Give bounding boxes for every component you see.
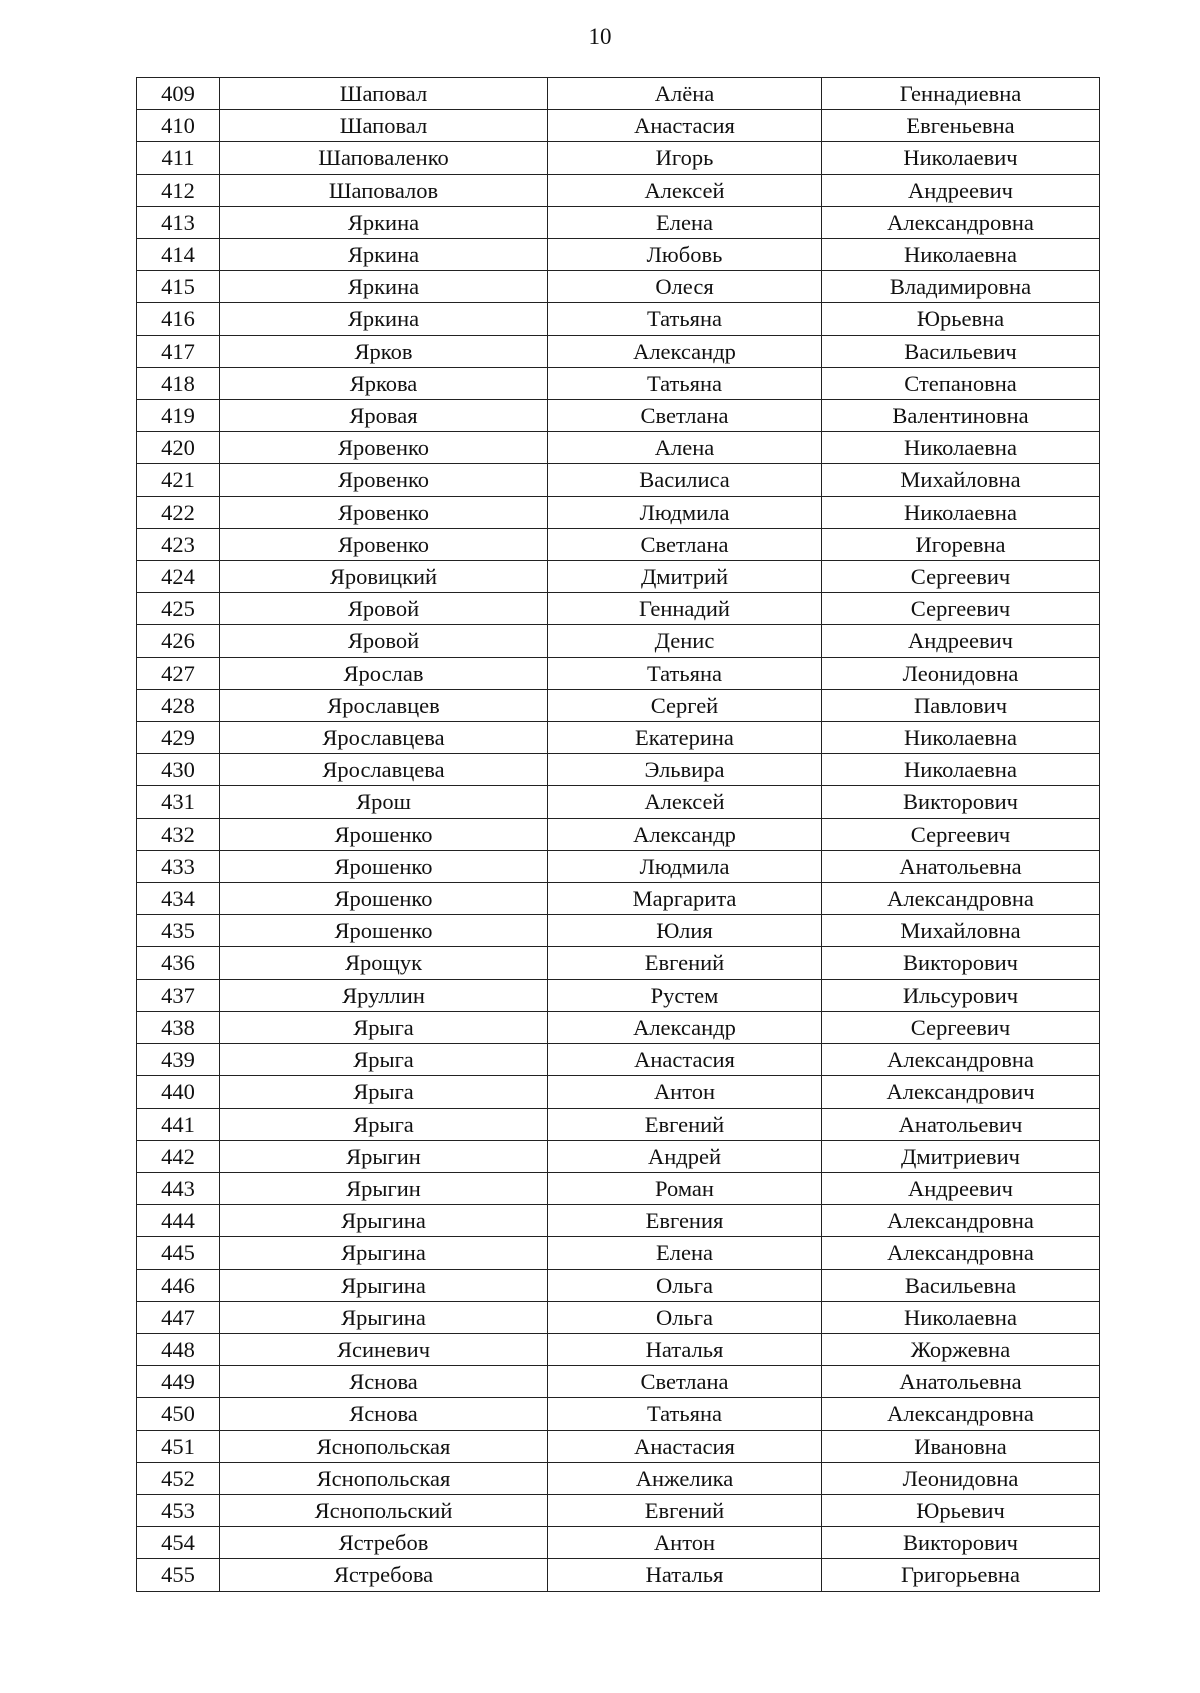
- table-row: [137, 979, 1100, 1011]
- row-number: 448: [137, 1333, 220, 1365]
- table-row: [137, 1205, 1100, 1237]
- patronymic-cell: Николаевна: [822, 754, 1100, 786]
- patronymic-cell: Александровна: [822, 1205, 1100, 1237]
- table-row: [137, 174, 1100, 206]
- first-name-cell: Алексей: [548, 174, 822, 206]
- first-name-cell: Антон: [548, 1527, 822, 1559]
- patronymic-cell: Сергеевич: [822, 818, 1100, 850]
- patronymic-cell: Степановна: [822, 367, 1100, 399]
- patronymic-cell: Сергеевич: [822, 1011, 1100, 1043]
- row-number: 416: [137, 303, 220, 335]
- last-name-cell: Ясиневич: [220, 1333, 548, 1365]
- last-name-cell: Ярощук: [220, 947, 548, 979]
- last-name-cell: Ярыгина: [220, 1269, 548, 1301]
- last-name-cell: Ярошенко: [220, 883, 548, 915]
- table-row: [137, 78, 1100, 110]
- table-row: [137, 1559, 1100, 1591]
- first-name-cell: Евгений: [548, 947, 822, 979]
- first-name-cell: Александр: [548, 1011, 822, 1043]
- row-number: 443: [137, 1172, 220, 1204]
- patronymic-cell: Евгеньевна: [822, 110, 1100, 142]
- last-name-cell: Ярошенко: [220, 850, 548, 882]
- patronymic-cell: Анатольевна: [822, 1366, 1100, 1398]
- first-name-cell: Дмитрий: [548, 561, 822, 593]
- last-name-cell: Ярыгина: [220, 1237, 548, 1269]
- table-row: [137, 883, 1100, 915]
- table-row: [137, 1301, 1100, 1333]
- row-number: 426: [137, 625, 220, 657]
- last-name-cell: Яркина: [220, 239, 548, 271]
- row-number: 452: [137, 1462, 220, 1494]
- last-name-cell: Ярыгин: [220, 1172, 548, 1204]
- row-number: 418: [137, 367, 220, 399]
- patronymic-cell: Александрович: [822, 1076, 1100, 1108]
- row-number: 434: [137, 883, 220, 915]
- patronymic-cell: Андреевич: [822, 625, 1100, 657]
- first-name-cell: Олеся: [548, 271, 822, 303]
- patronymic-cell: Анатольевна: [822, 850, 1100, 882]
- patronymic-cell: Николаевич: [822, 142, 1100, 174]
- patronymic-cell: Викторович: [822, 1527, 1100, 1559]
- first-name-cell: Алёна: [548, 78, 822, 110]
- table-row: [137, 1172, 1100, 1204]
- patronymic-cell: Павлович: [822, 689, 1100, 721]
- patronymic-cell: Анатольевич: [822, 1108, 1100, 1140]
- row-number: 421: [137, 464, 220, 496]
- row-number: 420: [137, 432, 220, 464]
- row-number: 424: [137, 561, 220, 593]
- roster-body: [137, 78, 1100, 1592]
- patronymic-cell: Андреевич: [822, 1172, 1100, 1204]
- table-row: [137, 1076, 1100, 1108]
- table-row: [137, 722, 1100, 754]
- patronymic-cell: Васильевич: [822, 335, 1100, 367]
- patronymic-cell: Юрьевич: [822, 1494, 1100, 1526]
- table-row: [137, 528, 1100, 560]
- last-name-cell: Ярошенко: [220, 915, 548, 947]
- patronymic-cell: Ильсурович: [822, 979, 1100, 1011]
- first-name-cell: Людмила: [548, 850, 822, 882]
- table-row: [137, 110, 1100, 142]
- row-number: 414: [137, 239, 220, 271]
- row-number: 433: [137, 850, 220, 882]
- table-row: [137, 239, 1100, 271]
- patronymic-cell: Николаевна: [822, 239, 1100, 271]
- first-name-cell: Андрей: [548, 1140, 822, 1172]
- patronymic-cell: Ивановна: [822, 1430, 1100, 1462]
- last-name-cell: Яснова: [220, 1366, 548, 1398]
- last-name-cell: Шаповаленко: [220, 142, 548, 174]
- first-name-cell: Татьяна: [548, 657, 822, 689]
- row-number: 423: [137, 528, 220, 560]
- table-row: [137, 1108, 1100, 1140]
- first-name-cell: Александр: [548, 335, 822, 367]
- patronymic-cell: Николаевна: [822, 432, 1100, 464]
- first-name-cell: Любовь: [548, 239, 822, 271]
- table-row: [137, 818, 1100, 850]
- last-name-cell: Ярошенко: [220, 818, 548, 850]
- row-number: 441: [137, 1108, 220, 1140]
- first-name-cell: Денис: [548, 625, 822, 657]
- patronymic-cell: Григорьевна: [822, 1559, 1100, 1591]
- patronymic-cell: Михайловна: [822, 464, 1100, 496]
- first-name-cell: Светлана: [548, 400, 822, 432]
- last-name-cell: Ярыгин: [220, 1140, 548, 1172]
- row-number: 453: [137, 1494, 220, 1526]
- table-row: [137, 1398, 1100, 1430]
- last-name-cell: Яснопольская: [220, 1462, 548, 1494]
- patronymic-cell: Михайловна: [822, 915, 1100, 947]
- first-name-cell: Елена: [548, 206, 822, 238]
- table-row: [137, 367, 1100, 399]
- row-number: 450: [137, 1398, 220, 1430]
- first-name-cell: Геннадий: [548, 593, 822, 625]
- last-name-cell: Ярослав: [220, 657, 548, 689]
- table-row: [137, 850, 1100, 882]
- table-row: [137, 1237, 1100, 1269]
- last-name-cell: Яркина: [220, 303, 548, 335]
- table-row: [137, 206, 1100, 238]
- last-name-cell: Ярыгина: [220, 1205, 548, 1237]
- last-name-cell: Шаповалов: [220, 174, 548, 206]
- patronymic-cell: Александровна: [822, 883, 1100, 915]
- table-row: [137, 335, 1100, 367]
- first-name-cell: Евгения: [548, 1205, 822, 1237]
- patronymic-cell: Александровна: [822, 1398, 1100, 1430]
- last-name-cell: Яровенко: [220, 464, 548, 496]
- patronymic-cell: Владимировна: [822, 271, 1100, 303]
- row-number: 410: [137, 110, 220, 142]
- first-name-cell: Елена: [548, 1237, 822, 1269]
- first-name-cell: Анастасия: [548, 110, 822, 142]
- first-name-cell: Евгений: [548, 1108, 822, 1140]
- last-name-cell: Ярош: [220, 786, 548, 818]
- last-name-cell: Ярыга: [220, 1044, 548, 1076]
- patronymic-cell: Сергеевич: [822, 593, 1100, 625]
- patronymic-cell: Сергеевич: [822, 561, 1100, 593]
- table-row: [137, 947, 1100, 979]
- table-row: [137, 1140, 1100, 1172]
- first-name-cell: Антон: [548, 1076, 822, 1108]
- patronymic-cell: Валентиновна: [822, 400, 1100, 432]
- first-name-cell: Анжелика: [548, 1462, 822, 1494]
- first-name-cell: Маргарита: [548, 883, 822, 915]
- row-number: 428: [137, 689, 220, 721]
- patronymic-cell: Жоржевна: [822, 1333, 1100, 1365]
- row-number: 447: [137, 1301, 220, 1333]
- first-name-cell: Светлана: [548, 528, 822, 560]
- patronymic-cell: Юрьевна: [822, 303, 1100, 335]
- row-number: 439: [137, 1044, 220, 1076]
- row-number: 446: [137, 1269, 220, 1301]
- row-number: 429: [137, 722, 220, 754]
- last-name-cell: Яркова: [220, 367, 548, 399]
- table-row: [137, 754, 1100, 786]
- table-row: [137, 1011, 1100, 1043]
- first-name-cell: Рустем: [548, 979, 822, 1011]
- patronymic-cell: Леонидовна: [822, 1462, 1100, 1494]
- last-name-cell: Ястребов: [220, 1527, 548, 1559]
- first-name-cell: Татьяна: [548, 1398, 822, 1430]
- first-name-cell: Светлана: [548, 1366, 822, 1398]
- last-name-cell: Яснопольский: [220, 1494, 548, 1526]
- last-name-cell: Ярыга: [220, 1011, 548, 1043]
- first-name-cell: Екатерина: [548, 722, 822, 754]
- table-row: [137, 625, 1100, 657]
- row-number: 427: [137, 657, 220, 689]
- table-row: [137, 1366, 1100, 1398]
- row-number: 409: [137, 78, 220, 110]
- row-number: 440: [137, 1076, 220, 1108]
- table-row: [137, 271, 1100, 303]
- patronymic-cell: Андреевич: [822, 174, 1100, 206]
- patronymic-cell: Викторович: [822, 947, 1100, 979]
- last-name-cell: Яснопольская: [220, 1430, 548, 1462]
- last-name-cell: Ярославцева: [220, 722, 548, 754]
- row-number: 438: [137, 1011, 220, 1043]
- patronymic-cell: Александровна: [822, 1044, 1100, 1076]
- last-name-cell: Ястребова: [220, 1559, 548, 1591]
- last-name-cell: Яровенко: [220, 496, 548, 528]
- first-name-cell: Эльвира: [548, 754, 822, 786]
- table-row: [137, 432, 1100, 464]
- patronymic-cell: Васильевна: [822, 1269, 1100, 1301]
- patronymic-cell: Дмитриевич: [822, 1140, 1100, 1172]
- table-row: [137, 400, 1100, 432]
- last-name-cell: Яруллин: [220, 979, 548, 1011]
- first-name-cell: Наталья: [548, 1333, 822, 1365]
- first-name-cell: Александр: [548, 818, 822, 850]
- first-name-cell: Юлия: [548, 915, 822, 947]
- first-name-cell: Алексей: [548, 786, 822, 818]
- first-name-cell: Наталья: [548, 1559, 822, 1591]
- last-name-cell: Яркина: [220, 206, 548, 238]
- row-number: 431: [137, 786, 220, 818]
- last-name-cell: Ярыгина: [220, 1301, 548, 1333]
- row-number: 451: [137, 1430, 220, 1462]
- table-row: [137, 1494, 1100, 1526]
- table-row: [137, 464, 1100, 496]
- row-number: 425: [137, 593, 220, 625]
- row-number: 454: [137, 1527, 220, 1559]
- row-number: 449: [137, 1366, 220, 1398]
- last-name-cell: Яровицкий: [220, 561, 548, 593]
- first-name-cell: Сергей: [548, 689, 822, 721]
- table-row: [137, 1333, 1100, 1365]
- row-number: 455: [137, 1559, 220, 1591]
- first-name-cell: Ольга: [548, 1301, 822, 1333]
- first-name-cell: Василиса: [548, 464, 822, 496]
- last-name-cell: Шаповал: [220, 110, 548, 142]
- patronymic-cell: Геннадиевна: [822, 78, 1100, 110]
- first-name-cell: Татьяна: [548, 367, 822, 399]
- first-name-cell: Игорь: [548, 142, 822, 174]
- row-number: 422: [137, 496, 220, 528]
- row-number: 430: [137, 754, 220, 786]
- patronymic-cell: Александровна: [822, 1237, 1100, 1269]
- row-number: 445: [137, 1237, 220, 1269]
- table-row: [137, 915, 1100, 947]
- table-row: [137, 1527, 1100, 1559]
- row-number: 436: [137, 947, 220, 979]
- row-number: 413: [137, 206, 220, 238]
- roster-table: [136, 77, 1100, 1592]
- table-row: [137, 496, 1100, 528]
- first-name-cell: Алена: [548, 432, 822, 464]
- row-number: 417: [137, 335, 220, 367]
- row-number: 442: [137, 1140, 220, 1172]
- table-row: [137, 1044, 1100, 1076]
- patronymic-cell: Леонидовна: [822, 657, 1100, 689]
- first-name-cell: Татьяна: [548, 303, 822, 335]
- last-name-cell: Яровой: [220, 625, 548, 657]
- row-number: 415: [137, 271, 220, 303]
- first-name-cell: Евгений: [548, 1494, 822, 1526]
- row-number: 435: [137, 915, 220, 947]
- table-row: [137, 689, 1100, 721]
- row-number: 419: [137, 400, 220, 432]
- last-name-cell: Яркина: [220, 271, 548, 303]
- first-name-cell: Людмила: [548, 496, 822, 528]
- last-name-cell: Ярыга: [220, 1076, 548, 1108]
- row-number: 411: [137, 142, 220, 174]
- first-name-cell: Роман: [548, 1172, 822, 1204]
- table-row: [137, 1269, 1100, 1301]
- last-name-cell: Ярков: [220, 335, 548, 367]
- table-row: [137, 303, 1100, 335]
- row-number: 412: [137, 174, 220, 206]
- first-name-cell: Ольга: [548, 1269, 822, 1301]
- last-name-cell: Ярыга: [220, 1108, 548, 1140]
- table-row: [137, 142, 1100, 174]
- patronymic-cell: Игоревна: [822, 528, 1100, 560]
- last-name-cell: Яровенко: [220, 432, 548, 464]
- patronymic-cell: Александровна: [822, 206, 1100, 238]
- first-name-cell: Анастасия: [548, 1430, 822, 1462]
- patronymic-cell: Николаевна: [822, 496, 1100, 528]
- table-row: [137, 1430, 1100, 1462]
- table-row: [137, 657, 1100, 689]
- patronymic-cell: Викторович: [822, 786, 1100, 818]
- last-name-cell: Яснова: [220, 1398, 548, 1430]
- page-number: 10: [588, 24, 612, 49]
- first-name-cell: Анастасия: [548, 1044, 822, 1076]
- patronymic-cell: Николаевна: [822, 1301, 1100, 1333]
- table-row: [137, 786, 1100, 818]
- last-name-cell: Яровая: [220, 400, 548, 432]
- last-name-cell: Яровой: [220, 593, 548, 625]
- row-number: 437: [137, 979, 220, 1011]
- last-name-cell: Яровенко: [220, 528, 548, 560]
- row-number: 444: [137, 1205, 220, 1237]
- table-row: [137, 561, 1100, 593]
- last-name-cell: Ярославцев: [220, 689, 548, 721]
- row-number: 432: [137, 818, 220, 850]
- table-row: [137, 593, 1100, 625]
- last-name-cell: Ярославцева: [220, 754, 548, 786]
- patronymic-cell: Николаевна: [822, 722, 1100, 754]
- table-row: [137, 1462, 1100, 1494]
- last-name-cell: Шаповал: [220, 78, 548, 110]
